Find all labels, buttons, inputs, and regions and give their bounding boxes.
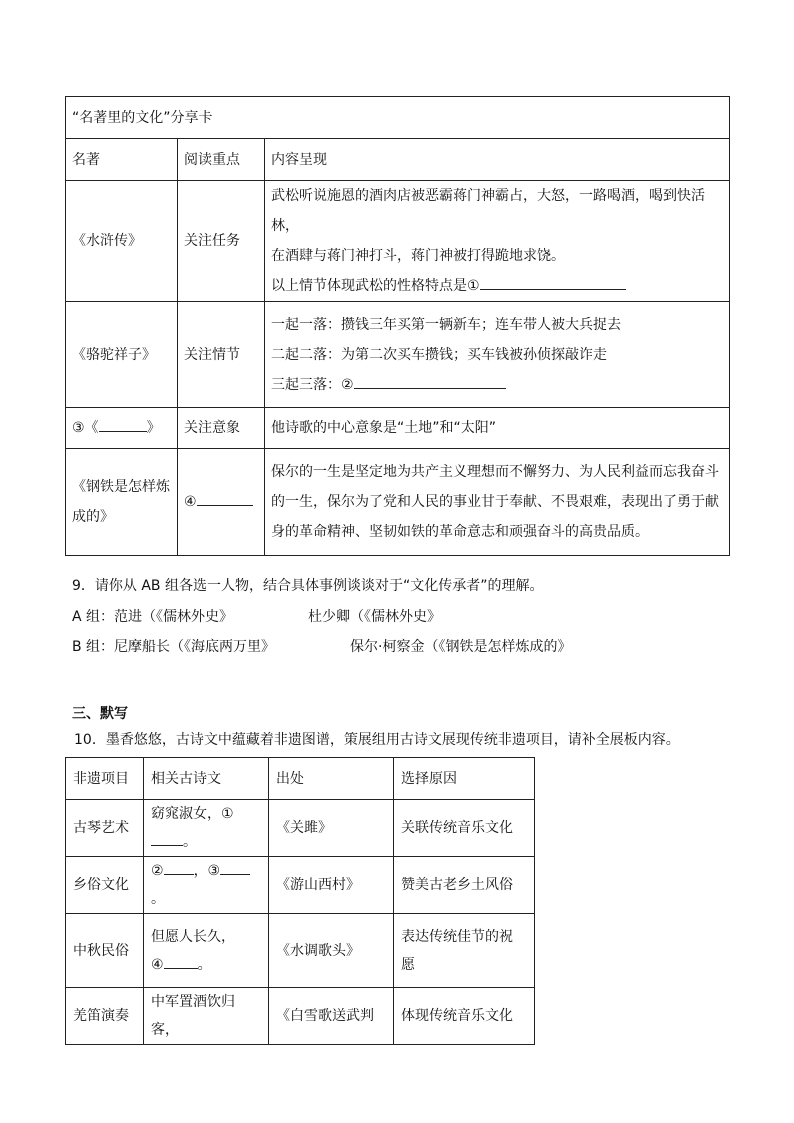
header-poem: 相关古诗文 [144, 758, 269, 800]
content-line: 二起二落：为第二次买车攒钱；买车钱被孙侦探敲诈走 [271, 346, 607, 363]
poem-blank-1[interactable] [151, 829, 183, 846]
reason-cell: 赞美古老乡土风俗 [394, 857, 535, 914]
source-cell: 《水调歌头》 [269, 914, 394, 988]
content-line: 三起三落：② [271, 370, 723, 400]
poem-table [65, 757, 535, 1045]
poem-blank-3[interactable] [220, 858, 250, 875]
group-a-option-2: 杜少卿（《儒林外史》 [308, 609, 441, 625]
header-item: 非遗项目 [66, 758, 144, 800]
header-reason: 选择原因 [394, 758, 535, 800]
answer-blank-2[interactable] [354, 372, 506, 389]
content-cell [265, 302, 730, 408]
content-line: 以上情节体现武松的性格特点是① [271, 271, 723, 301]
reason-cell: 表达传统佳节的祝 愿 [394, 914, 535, 988]
reading-focus: 关注情节 [178, 302, 265, 408]
heritage-item: 古琴艺术 [66, 800, 144, 857]
table-row [66, 449, 730, 556]
group-b-option-2: 保尔·柯察金（《钢铁是怎样炼成的》 [350, 639, 572, 655]
book-title: 《骆驼祥子》 [66, 302, 178, 408]
answer-blank-4[interactable] [197, 489, 253, 506]
poem-cell: ② ，③。 [144, 857, 269, 914]
poem-cell: 中军置酒饮归客， [144, 988, 269, 1045]
content-line: 身的革命精神、坚韧如铁的革命意志和顽强奋斗的高贵品质。 [271, 524, 649, 540]
poem-blank-2[interactable] [164, 858, 194, 875]
header-book: 名著 [66, 139, 178, 181]
heritage-item: 羌笛演奏 [66, 988, 144, 1045]
answer-blank-1[interactable] [480, 273, 626, 290]
content-cell: 他诗歌的中心意象是“土地”和“太阳” [265, 408, 730, 449]
reason-cell: 关联传统音乐文化 [394, 800, 535, 857]
content-cell [265, 181, 730, 302]
content-line: 一起一落：攒钱三年买第一辆新车；连车带人被大兵捉去 [271, 316, 621, 333]
heritage-item: 中秋民俗 [66, 914, 144, 988]
reading-focus: 关注任务 [178, 181, 265, 302]
source-cell: 《白雪歌送武判 [269, 988, 394, 1045]
group-a-option-1: A 组：范进（《儒林外史》 [72, 609, 234, 625]
content-line: 武松听说施恩的酒肉店被恶霸蒋门神霸占，大怒，一路喝酒，喝到快活林， [271, 188, 705, 234]
table-row [66, 408, 730, 449]
share-card-title: “名著里的文化”分享卡 [66, 97, 730, 139]
table-row [66, 857, 535, 914]
content-line: 保尔的一生是坚定地为共产主义理想而不懈努力、为人民利益而忘我奋斗 [271, 464, 719, 480]
reading-focus: 关注意象 [178, 408, 265, 449]
share-card-table [65, 96, 730, 556]
content-cell [265, 449, 730, 556]
poem-cell: 窈窕淑女，①。 [144, 800, 269, 857]
table-row [66, 914, 535, 988]
table-row [66, 800, 535, 857]
reason-cell: 体现传统音乐文化 [394, 988, 535, 1045]
reading-focus: ④ [178, 449, 265, 556]
source-cell: 《游山西村》 [269, 857, 394, 914]
table-row [66, 988, 535, 1045]
question-10: 10．墨香悠悠，古诗文中蕴藏着非遗图谱，策展组用古诗文展现传统非遗项目，请补全展板内容。 [74, 732, 680, 748]
section-heading: 三、默写 [72, 706, 128, 722]
table-row [66, 302, 730, 408]
book-title: ③《 》 [66, 408, 178, 449]
header-content: 内容呈现 [265, 139, 730, 181]
content-line: 的一生，保尔为了党和人民的事业甘于奉献、不畏艰难，表现出了勇于献 [271, 494, 719, 510]
book-title: 《水浒传》 [66, 181, 178, 302]
heritage-item: 乡俗文化 [66, 857, 144, 914]
book-title: 《钢铁是怎样炼 成的》 [66, 449, 178, 556]
content-line: 在酒肆与蒋门神打斗，蒋门神被打得跪地求饶。 [271, 248, 565, 264]
question-9: 9．请你从 AB 组各选一人物，结合具体事例谈谈对于“文化传承者”的理解。 [72, 578, 544, 594]
answer-blank-3[interactable] [99, 415, 147, 432]
header-source: 出处 [269, 758, 394, 800]
source-cell: 《关雎》 [269, 800, 394, 857]
group-b-option-1: B 组：尼摩船长（《海底两万里》 [72, 639, 276, 655]
table-row [66, 181, 730, 302]
poem-cell: 但愿人长久， ④ 。 [144, 914, 269, 988]
poem-blank-4[interactable] [164, 952, 198, 969]
header-focus: 阅读重点 [178, 139, 265, 181]
